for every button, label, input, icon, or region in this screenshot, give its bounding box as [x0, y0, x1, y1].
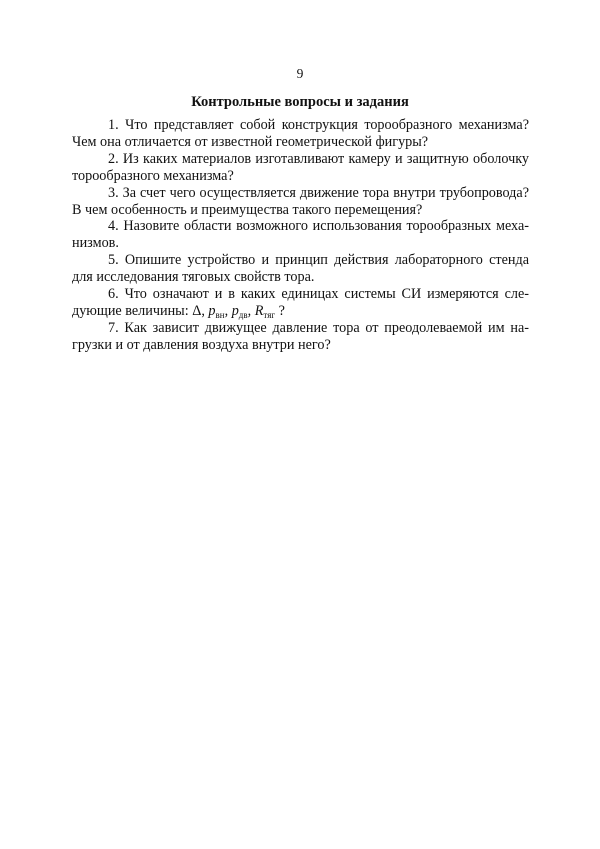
page-title: Контрольные вопросы и задания: [191, 94, 409, 110]
formula-prefix: дующие величины:: [72, 302, 193, 319]
question-line: 7. Как зависит движущее давление тора от преодолеваемой им на-: [108, 319, 529, 336]
question-2: [72, 151, 529, 185]
question-1: [72, 117, 529, 151]
question-line: 6. Что означают и в каких единицах системы СИ измеряются сле-: [108, 286, 529, 303]
formula-end: ?: [275, 302, 285, 319]
question-line-formula: [72, 303, 529, 320]
questions-list: [72, 117, 529, 354]
question-line: Чем она отличается от известной геометрической фигуры?: [72, 133, 429, 150]
pressure-symbol: p: [208, 302, 216, 319]
delta-symbol: Δ: [192, 302, 202, 319]
question-line: 2. Из каких материалов изготавливают камеру и защитную оболочку: [108, 150, 529, 167]
question-line: 4. Назовите области возможного использования торообразных меха-: [108, 218, 529, 235]
formula-separator: ,: [247, 302, 255, 319]
question-line: для исследования тяговых свойств тора.: [72, 269, 315, 286]
question-line: 3. За счет чего осуществляется движение тора внутри трубопровода?: [108, 184, 529, 201]
question-3: [72, 185, 529, 219]
subscript-dv: дв: [238, 309, 248, 320]
traction-symbol: R: [254, 302, 264, 319]
question-line: 1. Что представляет собой конструкция торообразного механизма?: [108, 117, 529, 133]
question-line: торообразного механизма?: [72, 167, 234, 184]
page-number: 9: [296, 66, 304, 81]
question-line: 5. Опишите устройство и принцип действия лабораторного стенда: [108, 252, 529, 269]
question-4: [72, 218, 529, 252]
subscript-tyag: тяг: [263, 309, 276, 320]
pressure-symbol: p: [231, 302, 239, 319]
formula-separator: ,: [224, 302, 232, 319]
formula-separator: ,: [201, 302, 209, 319]
question-5: [72, 252, 529, 286]
question-7: [72, 320, 529, 354]
question-6: [72, 286, 529, 320]
subscript-vn: вн: [215, 309, 225, 320]
question-line: низмов.: [72, 235, 119, 252]
question-line: В чем особенность и преимущества такого перемещения?: [72, 201, 423, 218]
question-line: грузки и от давления воздуха внутри него?: [72, 336, 331, 353]
